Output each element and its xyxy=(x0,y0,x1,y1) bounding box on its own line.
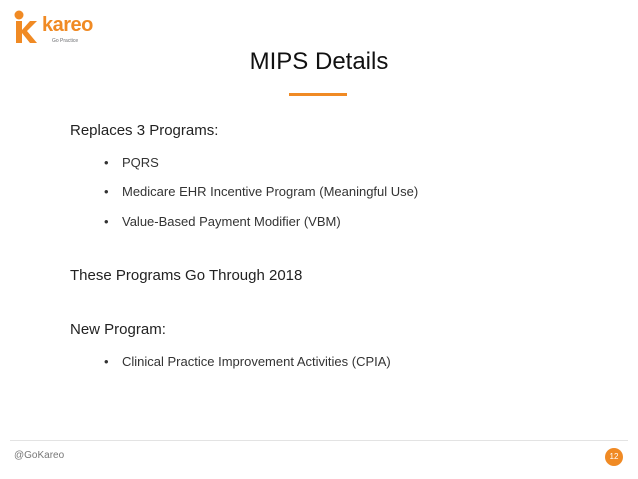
logo-tagline: Go Practice xyxy=(52,38,79,44)
bullet-icon: • xyxy=(104,214,109,229)
slide-title: MIPS Details xyxy=(249,48,389,75)
bullet-text: Value-Based Payment Modifier (VBM) xyxy=(122,214,341,229)
title-underline xyxy=(289,93,347,96)
bullet-cpia xyxy=(104,354,391,369)
page-number-badge: 12 xyxy=(605,448,623,466)
bullet-vbm xyxy=(104,214,341,229)
footer-handle: @GoKareo xyxy=(14,450,65,461)
section-heading-replaces: Replaces 3 Programs: xyxy=(70,122,219,139)
kareo-logo xyxy=(12,8,92,46)
bullet-medicare-ehr xyxy=(104,184,418,199)
bullet-text: Medicare EHR Incentive Program (Meaningful Use) xyxy=(122,184,419,199)
section-heading-through-2018: These Programs Go Through 2018 xyxy=(70,267,303,284)
bullet-icon: • xyxy=(104,155,109,170)
bullet-pqrs xyxy=(104,155,159,170)
kareo-k-logo-icon xyxy=(12,10,38,44)
bullet-text: Clinical Practice Improvement Activities (CPIA) xyxy=(122,354,391,369)
logo-wordmark: kareo xyxy=(42,14,93,36)
bullet-icon: • xyxy=(104,354,109,369)
bullet-text: PQRS xyxy=(122,155,159,170)
section-heading-new-program: New Program: xyxy=(70,321,166,338)
footer-divider xyxy=(10,440,628,441)
bullet-icon: • xyxy=(104,184,109,199)
